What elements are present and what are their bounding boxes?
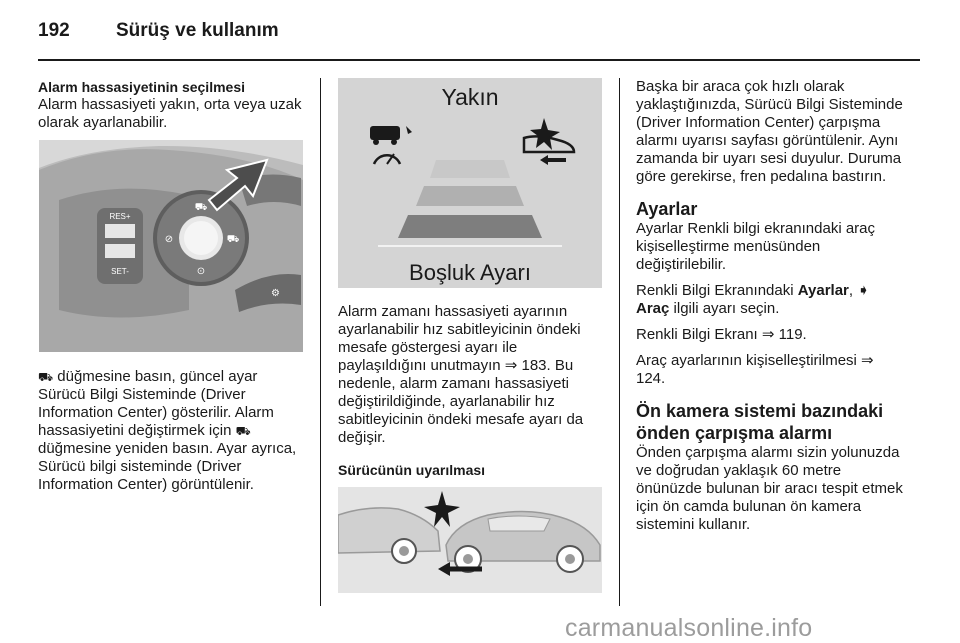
- section-heading-alarm: Alarm hassasiyetinin seçilmesi: [38, 79, 245, 95]
- screen-title: Yakın: [441, 84, 499, 110]
- svg-text:⛟: ⛟: [226, 234, 240, 245]
- settings-text: Ayarlar Renkli bilgi ekranındaki araç kişiselleştirme menüsünden değiştirilebilir.: [636, 220, 876, 273]
- distance-button-icon-2: ⛟: [235, 424, 251, 438]
- column-2-text: [338, 303, 608, 479]
- ref-color-display: Renkli Bilgi Ekranı ⇒ 119.: [636, 326, 807, 343]
- settings-path-suffix: ilgili ayarı seçin.: [673, 300, 780, 317]
- watermark: carmanualsonline.info: [565, 614, 813, 642]
- para-b: düğmesine yeniden basın. Ayar ayrıca, Sürücü bilgi sisteminde (Driver Information Center) görüntülenir.: [38, 440, 297, 493]
- column-1: [38, 78, 304, 132]
- settings-path-separator: , ➧: [848, 282, 870, 299]
- front-camera-heading: Ön kamera sistemi bazındaki önden çarpışma alarmı: [636, 401, 884, 443]
- set-label: SET-: [111, 267, 129, 276]
- warning-description: Başka bir araca çok hızlı olarak yaklaştığınızda, Sürücü Bilgi Sisteminde (Driver Information Center) çarpışma alarmı uyarısı sayfası görüntülenir. Aynı zamanda bir uyarı sesi duyulur. Duruma göre gerekirse, fren pedalına bastırın.: [636, 78, 903, 185]
- para-a: düğmesine basın, güncel ayar Sürücü Bilgi Sisteminde (Driver Information Center) gösterilir. Alarm hassasiyetini değiştirmek için: [38, 368, 274, 439]
- vehicle-menu-label: Araç: [636, 300, 670, 317]
- ref-vehicle-settings: Araç ayarlarının kişiselleştirilmesi ⇒ 124.: [636, 352, 874, 387]
- page-number: 192: [38, 20, 70, 41]
- header-rule: [38, 59, 920, 61]
- svg-text:⛟: ⛟: [194, 202, 208, 213]
- settings-path: [636, 282, 906, 318]
- settings-path-prefix: Renkli Bilgi Ekranındaki: [636, 282, 794, 299]
- steering-wheel-illustration: [39, 140, 303, 352]
- settings-menu-label: Ayarlar: [797, 282, 849, 299]
- svg-text:⊙: ⊙: [196, 266, 206, 277]
- column-1-lower: [38, 368, 308, 494]
- column-3: [636, 78, 906, 534]
- sensitivity-note: Alarm zamanı hassasiyeti ayarının ayarlanabilir hız sabitleyicinin öndeki mesafe göstergesi ayarı ile paylaşıldığını unutmayın ⇒ 183. Bu nedenle, alarm zamanı hassasiyeti değiştirildiğinde, ayarlanabilir hız sabitleyicinin öndeki mesafe ayarı da değişir.: [338, 303, 584, 446]
- screen-caption: Boşluk Ayarı: [409, 260, 531, 285]
- svg-text:⚙: ⚙: [271, 288, 280, 299]
- front-camera-text: Önden çarpışma alarmı sizin yolunuzda ve doğrudan yaklaşık 60 metre önünüzde bulunan bir aracı tespit etmek için ön camda bulunan ön kamera sistemini kullanır.: [636, 444, 903, 533]
- column-divider-2: [619, 78, 620, 606]
- collision-warning-illustration: [338, 487, 602, 593]
- res-label: RES+: [109, 212, 131, 221]
- column-divider-1: [320, 78, 321, 606]
- svg-text:⊘: ⊘: [164, 234, 174, 245]
- gap-setting-display: [338, 78, 602, 288]
- settings-heading: Ayarlar: [636, 199, 698, 219]
- distance-button-icon: ⛟: [38, 370, 54, 384]
- page-title: Sürüş ve kullanım: [116, 20, 279, 41]
- driver-warning-heading: Sürücünün uyarılması: [338, 462, 486, 478]
- intro-text: Alarm hassasiyeti yakın, orta veya uzak olarak ayarlanabilir.: [38, 96, 302, 131]
- page-header: [38, 20, 279, 42]
